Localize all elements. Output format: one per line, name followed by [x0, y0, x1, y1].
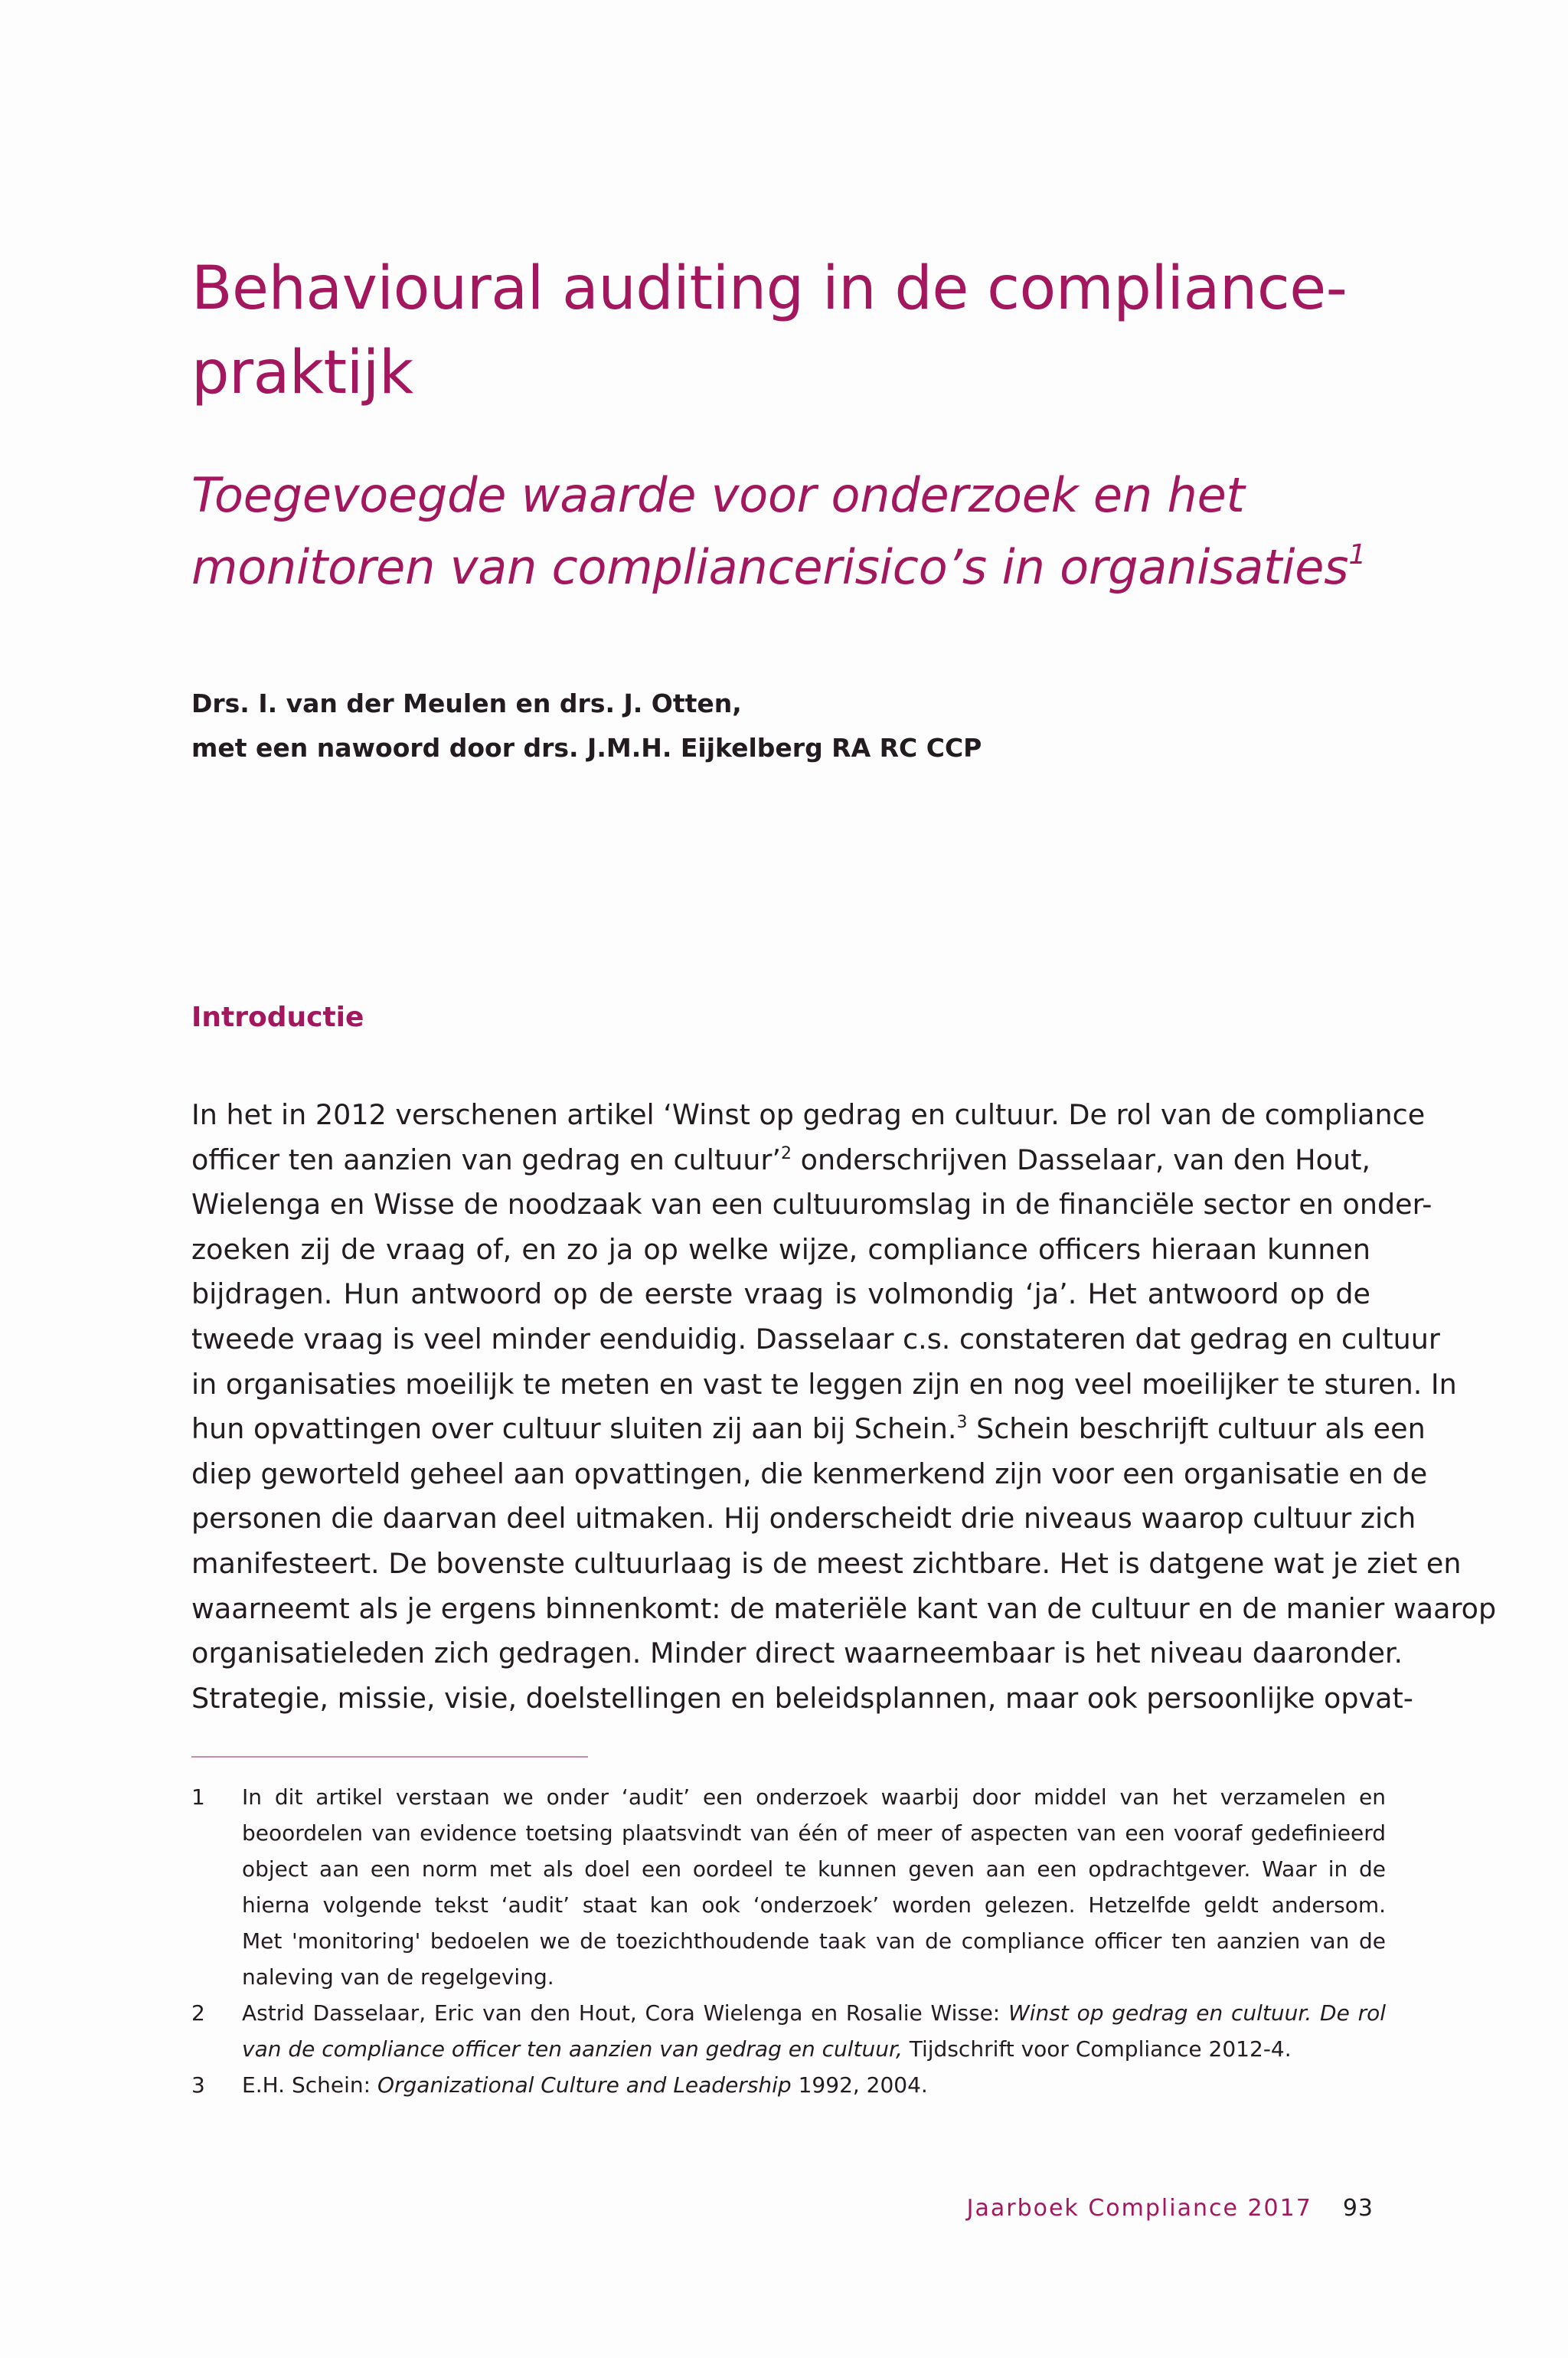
footnote-line: object aan een norm met als doel een oordeel te kunnen geven aan een opdrachtgever. Waar in de — [242, 1856, 1386, 1882]
footnote-line: Met 'monitoring' bedoelen we de toezichthoudende taak van de compliance officer ten aanzien van de — [242, 1928, 1386, 1954]
footnote-ref-2: 2 — [781, 1143, 792, 1163]
body-line: hun opvattingen over cultuur sluiten zij aan bij Schein.$^3$ Schein beschrijft cultuur als een — [191, 1412, 1426, 1446]
footnote-line: hierna volgende tekst ‘audit’ staat kan ook ‘onderzoek’ worden gelezen. Hetzelfde geldt andersom. — [242, 1892, 1386, 1918]
body-line: zoeken zij de vraag of, en zo ja op welke wijze, compliance officers hieraan kunnen — [191, 1232, 1370, 1266]
cited-title: van de compliance officer ten aanzien van gedrag en cultuur, — [242, 2036, 903, 2062]
page-number: 93 — [1342, 2195, 1374, 2222]
body-paragraph — [191, 1093, 1497, 1721]
body-line: personen die daarvan deel uitmaken. Hij onderscheidt drie niveaus waarop cultuur zich — [191, 1502, 1416, 1535]
footnote-line: Astrid Dasselaar, Eric van den Hout, Cora Wielenga en Rosalie Wisse: Winst op gedrag en cultuur. De rol — [242, 2000, 1386, 2026]
body-line: Wielenga en Wisse de noodzaak van een cultuuromslag in de financiële sector en onder- — [191, 1188, 1432, 1222]
journal-name: Jaarboek Compliance 2017 — [966, 2195, 1312, 2222]
footnote-number: 3 — [191, 2072, 205, 2098]
body-line: In het in 2012 verschenen artikel ‘Winst op gedrag en cultuur. De rol van de compliance — [191, 1098, 1426, 1131]
page-footer — [967, 2193, 1374, 2224]
title-line-1: Behavioural auditing in de compliance- — [191, 254, 1348, 323]
body-line: waarneemt als je ergens binnenkomt: de materiële kant van de cultuur en de manier waarop — [191, 1591, 1497, 1625]
footnote-number: 2 — [191, 2000, 205, 2026]
footnote-number: 1 — [191, 1784, 205, 1810]
body-line: diep geworteld geheel aan opvattingen, die kenmerkend zijn voor een organisatie en de — [191, 1457, 1428, 1490]
body-line: officer ten aanzien van gedrag en cultuur’$^2$ onderschrijven Dasselaar, van den Hout, — [191, 1143, 1370, 1176]
footnote-2 — [191, 1995, 1386, 2067]
footnote-line: van de compliance officer ten aanzien van gedrag en cultuur, Tijdschrift voor Compliance 2012-4. — [242, 2036, 1292, 2062]
subtitle-line-2: monitoren van compliancerisico’s in organisaties — [191, 539, 1349, 595]
article-subtitle — [191, 459, 1432, 603]
body-line: in organisaties moeilijk te meten en vast te leggen zijn en nog veel moeilijker te sturen. In — [191, 1367, 1457, 1401]
footnote-line: naleving van de regelgeving. — [242, 1964, 554, 1990]
footnote-ref-3: 3 — [956, 1413, 968, 1433]
body-line: Strategie, missie, visie, doelstellingen en beleidsplannen, maar ook persoonlijke opvat- — [191, 1681, 1413, 1715]
footnote-ref-1: 1 — [1348, 539, 1367, 571]
footnote-3 — [191, 2067, 1386, 2103]
cited-title: Winst op gedrag en cultuur. De rol — [1008, 2000, 1386, 2026]
body-line: tweede vraag is veel minder eenduidig. Dasselaar c.s. constateren dat gedrag en cultuur — [191, 1322, 1440, 1356]
cited-title: Organizational Culture and Leadership — [377, 2072, 792, 2098]
body-line: organisatieleden zich gedragen. Minder direct waarneembaar is het niveau daaronder. — [191, 1637, 1403, 1670]
section-heading: Introductie — [191, 1002, 364, 1033]
article-title — [191, 247, 1386, 415]
footnote-line: beoordelen van evidence toetsing plaatsvindt van één of meer of aspecten van een vooraf gedefinieerd — [242, 1820, 1386, 1846]
author-line-2: met een nawoord door drs. J.M.H. Eijkelberg RA RC CCP — [191, 733, 982, 763]
footnote-line: In dit artikel verstaan we onder ‘audit’ een onderzoek waarbij door middel van het verzamelen en — [242, 1784, 1386, 1810]
author-byline — [191, 682, 1386, 770]
author-line-1: Drs. I. van der Meulen en drs. J. Otten, — [191, 688, 742, 718]
footnote-1 — [191, 1779, 1386, 1995]
footnote-divider — [191, 1756, 588, 1758]
title-line-2: praktijk — [191, 338, 413, 407]
body-line: bijdragen. Hun antwoord op de eerste vraag is volmondig ‘ja’. Het antwoord op de — [191, 1277, 1370, 1311]
body-line: manifesteert. De bovenste cultuurlaag is de meest zichtbare. Het is datgene wat je ziet en — [191, 1546, 1462, 1580]
footnote-line: E.H. Schein: Organizational Culture and Leadership 1992, 2004. — [242, 2072, 928, 2098]
footnotes — [191, 1779, 1386, 2103]
subtitle-line-1: Toegevoegde waarde voor onderzoek en het — [191, 467, 1245, 523]
